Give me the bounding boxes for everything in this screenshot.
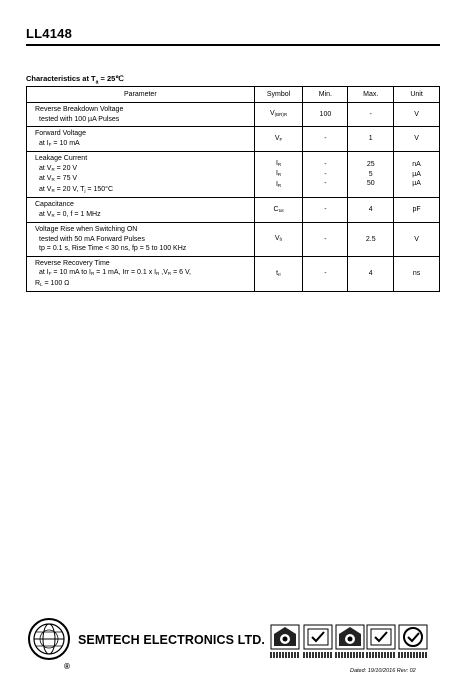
parameter-text: at I xyxy=(39,139,49,147)
symbol-cell xyxy=(254,223,303,257)
table-row xyxy=(27,198,440,223)
min-value: - xyxy=(324,235,327,243)
parameter-text: tp = 0.1 s, Rise Time < 30 ns, fp = 5 to 100 KHz xyxy=(39,245,187,252)
max-cell xyxy=(348,127,394,152)
parameter-text: R xyxy=(35,279,41,287)
certificate-seal-icon-2 xyxy=(303,624,333,660)
header-parameter: Parameter xyxy=(27,87,255,103)
unit-value: ns xyxy=(412,270,421,277)
unit-value: V xyxy=(414,235,419,243)
symbol-subscript: R xyxy=(277,182,282,188)
parameter-text: = 150°C xyxy=(85,185,113,193)
dated-revision: Dated: 19/10/2016 Rev: 02 xyxy=(350,668,416,674)
min-cell xyxy=(303,127,348,152)
parameter-text: Capacitance xyxy=(35,201,74,208)
header-unit: Unit xyxy=(394,87,440,103)
parameter-text: = 100 Ω xyxy=(42,279,70,287)
table-row xyxy=(27,256,440,292)
symbol-subscript: R xyxy=(277,161,282,167)
table-row xyxy=(27,103,440,127)
parameter-text: at I xyxy=(39,269,49,276)
symbol-main: V xyxy=(274,134,280,142)
registered-mark: ® xyxy=(64,662,70,671)
unit-cell xyxy=(394,198,440,223)
symbol-main: t xyxy=(276,269,279,277)
symbol-cell xyxy=(254,103,303,127)
unit-cell xyxy=(394,256,440,292)
max-cell xyxy=(348,152,394,198)
unit-value: pF xyxy=(412,206,421,214)
parameter-line xyxy=(35,244,246,254)
title-divider xyxy=(26,44,440,46)
table-row xyxy=(27,223,440,257)
min-value: 100 xyxy=(319,110,332,118)
subscript: R xyxy=(51,187,55,193)
parameter-line xyxy=(35,235,246,245)
parameter-line xyxy=(35,105,246,115)
max-value: 50 xyxy=(366,180,375,188)
symbol-text xyxy=(258,269,300,280)
header-min: Min. xyxy=(303,87,348,103)
subscript: R xyxy=(90,271,95,276)
parameter-text: Leakage Current xyxy=(35,155,88,162)
symbol-text xyxy=(258,109,300,120)
parameter-text: = 10 mA to I xyxy=(51,269,91,276)
unit-cell xyxy=(394,152,440,198)
parameter-cell xyxy=(27,152,255,198)
symbol-main: C xyxy=(273,205,279,213)
parameter-text: Reverse Breakdown Voltage xyxy=(35,106,124,113)
symbol-main: V xyxy=(269,110,275,118)
heading-subscript: a xyxy=(95,79,99,86)
symbol-subscript: F xyxy=(279,136,283,142)
parameter-line xyxy=(35,115,246,125)
max-value: - xyxy=(369,110,372,118)
max-value: 4 xyxy=(368,206,373,214)
symbol-subscript: fr xyxy=(279,237,283,242)
parameter-text: tested with 100 µA Pulses xyxy=(39,115,120,123)
subscript: R xyxy=(51,212,55,218)
symbol-subscript: tot xyxy=(278,207,284,213)
certificate-seal-icon-5 xyxy=(398,624,428,660)
max-cell xyxy=(348,198,394,223)
parameter-text: = 10 mA xyxy=(51,139,80,147)
parameter-line xyxy=(35,154,246,164)
parameter-text: at V xyxy=(39,210,52,218)
symbol-main: I xyxy=(275,170,278,178)
symbol-subscript: rr xyxy=(278,271,282,277)
parameter-text: ,V xyxy=(159,269,168,276)
page-footer xyxy=(0,600,456,688)
heading-suffix: = 25℃ xyxy=(98,74,124,83)
max-cell xyxy=(348,256,394,292)
symbol-text xyxy=(258,169,300,180)
certificate-seal-icon-4 xyxy=(366,624,396,660)
certificate-seal-icon-1 xyxy=(270,624,300,660)
unit-value: nA xyxy=(412,161,421,169)
part-number-title: LL4148 xyxy=(26,26,73,41)
symbol-cell xyxy=(254,256,303,292)
min-value: - xyxy=(324,161,327,169)
unit-value: µA xyxy=(412,180,421,188)
parameter-text: Reverse Recovery Time xyxy=(35,259,110,267)
certificate-seal-icon-3 xyxy=(335,624,365,660)
parameter-cell xyxy=(27,256,255,292)
parameter-text: Forward Voltage xyxy=(35,130,86,137)
max-value: 1 xyxy=(368,135,373,143)
max-cell xyxy=(348,103,394,127)
characteristics-table xyxy=(26,86,440,292)
parameter-text: = 20 V, T xyxy=(54,185,85,193)
parameter-text: at V xyxy=(39,164,52,172)
parameter-line xyxy=(35,164,246,175)
subscript: j xyxy=(84,187,86,193)
unit-cell xyxy=(394,103,440,127)
parameter-text: = 0, f = 1 MHz xyxy=(54,210,101,218)
max-cell xyxy=(348,223,394,257)
parameter-line xyxy=(35,174,246,185)
symbol-text xyxy=(258,205,300,216)
min-cell xyxy=(303,152,348,198)
symbol-cell xyxy=(254,152,303,198)
symbol-text xyxy=(258,159,300,170)
parameter-text: at V xyxy=(39,175,52,182)
symbol-subscript: (BR)R xyxy=(274,112,288,118)
parameter-text: = 1 mA, Irr = 0.1 x I xyxy=(94,269,157,276)
parameter-line xyxy=(35,139,246,150)
subscript: R xyxy=(156,271,160,276)
characteristics-heading xyxy=(26,74,124,86)
parameter-cell xyxy=(27,127,255,152)
parameter-line xyxy=(35,200,246,210)
symbol-main: I xyxy=(275,180,278,188)
min-value: - xyxy=(324,170,327,178)
symbol-text xyxy=(258,134,300,145)
parameter-text: = 6 V, xyxy=(171,269,191,276)
min-cell xyxy=(303,198,348,223)
subscript: F xyxy=(48,271,52,276)
max-value: 4 xyxy=(368,270,373,277)
unit-value: V xyxy=(414,110,419,118)
min-cell xyxy=(303,223,348,257)
min-cell xyxy=(303,103,348,127)
unit-cell xyxy=(394,223,440,257)
symbol-text xyxy=(258,180,300,191)
parameter-cell xyxy=(27,223,255,257)
parameter-line xyxy=(35,268,246,279)
company-name: SEMTECH ELECTRONICS LTD. xyxy=(78,633,265,647)
symbol-subscript: R xyxy=(277,172,282,178)
table-row xyxy=(27,127,440,152)
min-cell xyxy=(303,256,348,292)
max-value: 25 xyxy=(366,161,375,169)
semtech-globe-logo-icon xyxy=(28,618,70,660)
parameter-line xyxy=(35,185,246,196)
parameter-text: tested with 50 mA Forward Pulses xyxy=(39,235,145,243)
header-max: Max. xyxy=(348,87,394,103)
parameter-line xyxy=(35,210,246,221)
table-row xyxy=(27,152,440,198)
symbol-text xyxy=(258,234,300,245)
header-symbol: Symbol xyxy=(254,87,303,103)
unit-cell xyxy=(394,127,440,152)
parameter-cell xyxy=(27,103,255,127)
table-header-row xyxy=(27,87,440,103)
min-value: - xyxy=(324,206,327,214)
heading-prefix: Characteristics at T xyxy=(26,74,96,83)
symbol-main: V xyxy=(274,235,280,242)
subscript: L xyxy=(40,281,43,287)
parameter-line xyxy=(35,259,246,269)
min-value: - xyxy=(324,180,327,188)
subscript: R xyxy=(167,271,172,276)
parameter-cell xyxy=(27,198,255,223)
unit-value: µA xyxy=(412,170,421,178)
unit-value: V xyxy=(414,135,419,143)
symbol-cell xyxy=(254,127,303,152)
min-value: - xyxy=(324,135,327,143)
parameter-line xyxy=(35,129,246,139)
max-value: 5 xyxy=(368,170,373,178)
parameter-text: Voltage Rise when Switching ON xyxy=(35,226,138,233)
symbol-cell xyxy=(254,198,303,223)
min-value: - xyxy=(324,270,327,277)
max-value: 2.5 xyxy=(365,235,376,243)
subscript: R xyxy=(51,166,55,172)
symbol-main: I xyxy=(275,159,278,167)
parameter-text: at V xyxy=(39,185,52,193)
subscript: R xyxy=(51,177,55,182)
parameter-text: = 75 V xyxy=(54,175,78,182)
parameter-line xyxy=(35,279,246,290)
parameter-line xyxy=(35,225,246,235)
parameter-text: = 20 V xyxy=(54,164,78,172)
subscript: F xyxy=(48,141,52,147)
